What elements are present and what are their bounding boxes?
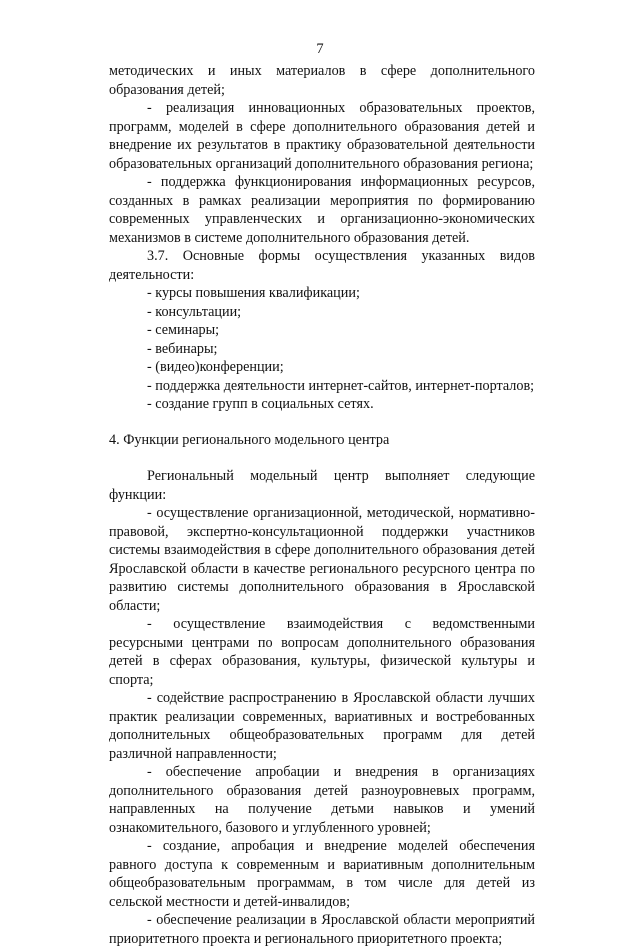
list-item: - поддержка деятельности интернет-сайтов, интернет-порталов;	[147, 377, 535, 394]
section-3-7-heading: 3.7. Основные формы осуществления указанных видов деятельности:	[109, 248, 535, 283]
list-item: - (видео)конференции;	[147, 359, 284, 375]
function-item: - создание, апробация и внедрение моделей обеспечения равного доступа к современным и вариативным дополнительным общеобразовательным программам, в том числе для детей из сельской местности и детей-инвалидов;	[109, 838, 535, 910]
paragraph-innovation: - реализация инновационных образовательных проектов, программ, моделей в сфере дополнительного образования детей и внедрение их результатов в практику образовательной деятельности образовательных организаций дополнительного образования региона;	[109, 100, 535, 172]
function-item: - осуществление взаимодействия с ведомственными ресурсными центрами по вопросам дополнительного образования детей в сферах образования, культуры, физической культуры и спорта;	[109, 616, 535, 688]
page-number: 7	[316, 41, 324, 57]
paragraph-info-resources: - поддержка функционирования информационных ресурсов, созданных в рамках реализации мероприятия по формированию современных управленческих и организационно-экономических механизмов в системе дополнительного образования детей.	[109, 174, 535, 246]
list-item: - вебинары;	[147, 340, 218, 357]
function-item: - обеспечение апробации и внедрения в организациях дополнительного образования детей разноуровневых программ, направленных на получение детьми навыков и умений ознакомительного, базового и углубленного уровней;	[109, 764, 535, 836]
function-item: - обеспечение реализации в Ярославской области мероприятий приоритетного проекта и регионального приоритетного проекта;	[109, 912, 535, 947]
list-item: - создание групп в социальных сетях.	[147, 396, 374, 412]
list-item: - консультации;	[147, 303, 242, 320]
section-4-intro: Региональный модельный центр выполняет следующие функции:	[109, 468, 535, 503]
function-item: - содействие распространению в Ярославской области лучших практик реализации современных, вариативных и востребованных дополнительных общеобразовательных программ для детей различной направленности;	[109, 690, 535, 762]
paragraph-continuation: методических и иных материалов в сфере дополнительного образования детей;	[109, 63, 535, 98]
document-body	[109, 62, 535, 948]
list-item: - семинары;	[147, 322, 220, 338]
section-4-title: 4. Функции регионального модельного центра	[109, 431, 390, 448]
list-item: - курсы повышения квалификации;	[147, 285, 360, 301]
function-item: - осуществление организационной, методической, нормативно-правовой, экспертно-консультационной поддержки участников системы взаимодействия в сфере дополнительного образования детей Ярославской области в качестве регионального ресурсного центра по развитию системы дополнительного образования в Ярославской области;	[109, 505, 535, 614]
